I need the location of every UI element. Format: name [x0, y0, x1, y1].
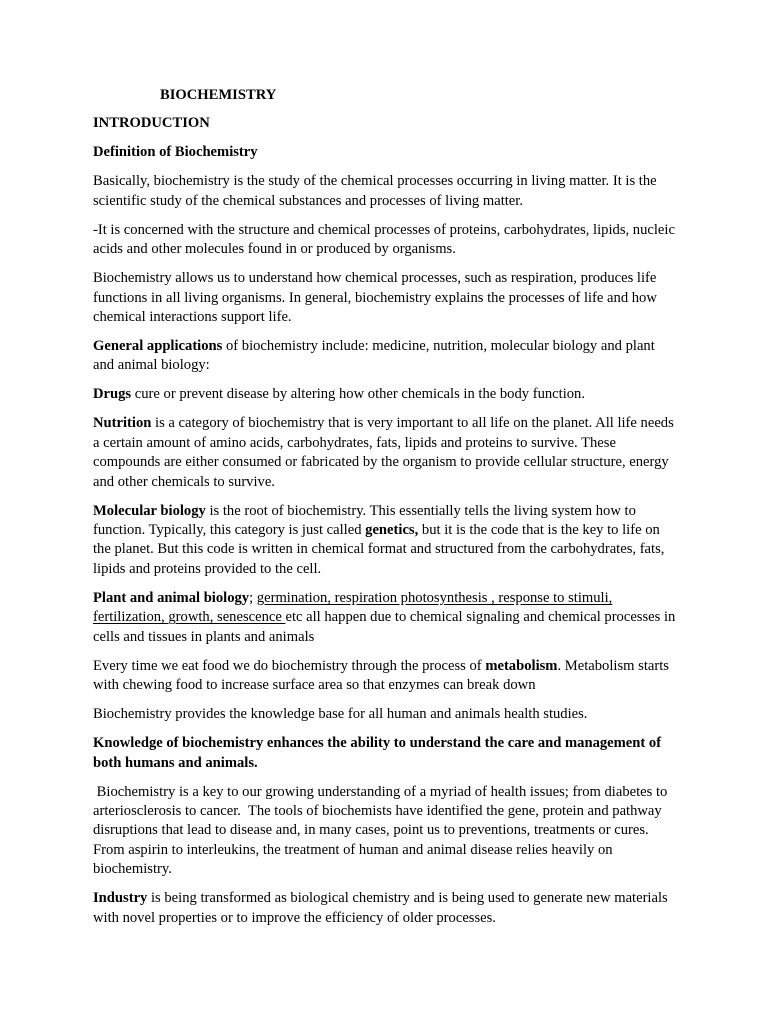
underlined-processes: germination, respiration photosynthesis , response to stimuli, fertilization, growth, senescence: [93, 589, 613, 626]
paragraph-text: is being transformed as biological chemistry and is being used to generate new materials with novel properties or to improve the efficiency of older processes.: [93, 890, 668, 926]
paragraph-text: but it is the code that is the key to life on the planet. But this code is written in chemical format and structured from the carbohydrates, fats, lipids and proteins provided to the cell.: [93, 522, 665, 577]
term-drugs: Drugs: [93, 386, 132, 403]
paragraph-understanding: Biochemistry allows us to understand how chemical processes, such as respiration, produces life functions in all living organisms. In general, biochemistry explains the processes of life and how chemical interactions support life.: [93, 270, 657, 326]
section-heading: INTRODUCTION: [93, 115, 210, 132]
term-plant-animal-biology: Plant and animal biology: [93, 589, 250, 606]
paragraph-plant-animal-biology: [93, 589, 679, 647]
paragraph-molecular-biology: [93, 502, 679, 580]
separator: ;: [249, 589, 257, 606]
paragraph-text: is the root of biochemistry. This essentially tells the living system how to function. Typically, this category is just called: [93, 502, 636, 539]
document-body: [93, 86, 679, 938]
paragraph-drugs: [93, 385, 679, 404]
definition-subheading: Definition of Biochemistry: [93, 144, 258, 161]
paragraph-text: is a category of biochemistry that is very important to all life on the planet. All life needs a certain amount of amino acids, carbohydrates, fats, lipids and proteins to survive. These compounds are either consumed or fabricated by the organism to provide cellular structure, energy and other chemicals to survive.: [93, 415, 674, 490]
paragraph-text: of biochemistry include: medicine, nutrition, molecular biology and plant and animal biology:: [93, 338, 655, 374]
paragraph-knowledge-enhances: [93, 734, 679, 773]
term-general-applications: General applications: [93, 338, 223, 355]
paragraph-concerns: -It is concerned with the structure and chemical processes of proteins, carbohydrates, lipids, nucleic acids and other molecules found in or produced by organisms.: [93, 221, 675, 258]
paragraph-general-applications: [93, 337, 679, 376]
document-title: BIOCHEMISTRY: [160, 87, 277, 103]
paragraph-industry: [93, 889, 679, 928]
term-industry: Industry: [93, 890, 148, 907]
term-genetics: genetics,: [365, 522, 419, 539]
bold-statement: Knowledge of biochemistry enhances the ability to understand the care and management of both humans and animals.: [93, 735, 662, 771]
paragraph-nutrition: [93, 414, 679, 492]
paragraph-metabolism: [93, 657, 679, 696]
paragraph-text: Every time we eat food we do biochemistry through the process of: [93, 657, 486, 674]
paragraph-knowledge-base: Biochemistry provides the knowledge base for all human and animals health studies.: [93, 706, 588, 723]
paragraph-definition: Basically, biochemistry is the study of the chemical processes occurring in living matter. It is the scientific study of the chemical substances and processes of living matter.: [93, 173, 657, 209]
term-metabolism: metabolism: [485, 657, 558, 674]
paragraph-text: etc all happen due to chemical signaling and chemical processes in cells and tissues in plants and animals: [93, 609, 676, 645]
term-molecular-biology: Molecular biology: [93, 502, 206, 519]
term-nutrition: Nutrition: [93, 415, 152, 432]
paragraph-text: . Metabolism starts with chewing food to increase surface area so that enzymes can break down: [93, 657, 669, 694]
paragraph-text: cure or prevent disease by altering how other chemicals in the body function.: [131, 386, 585, 403]
paragraph-health-issues: Biochemistry is a key to our growing understanding of a myriad of health issues; from diabetes to arteriosclerosis to cancer. The tools of biochemists have identified the gene, protein and pathway disruptions that lead to disease and, in many cases, point us to preventions, treatments or cures. From aspirin to interleukins, the treatment of human and animal disease relies heavily on biochemistry.: [93, 783, 671, 878]
